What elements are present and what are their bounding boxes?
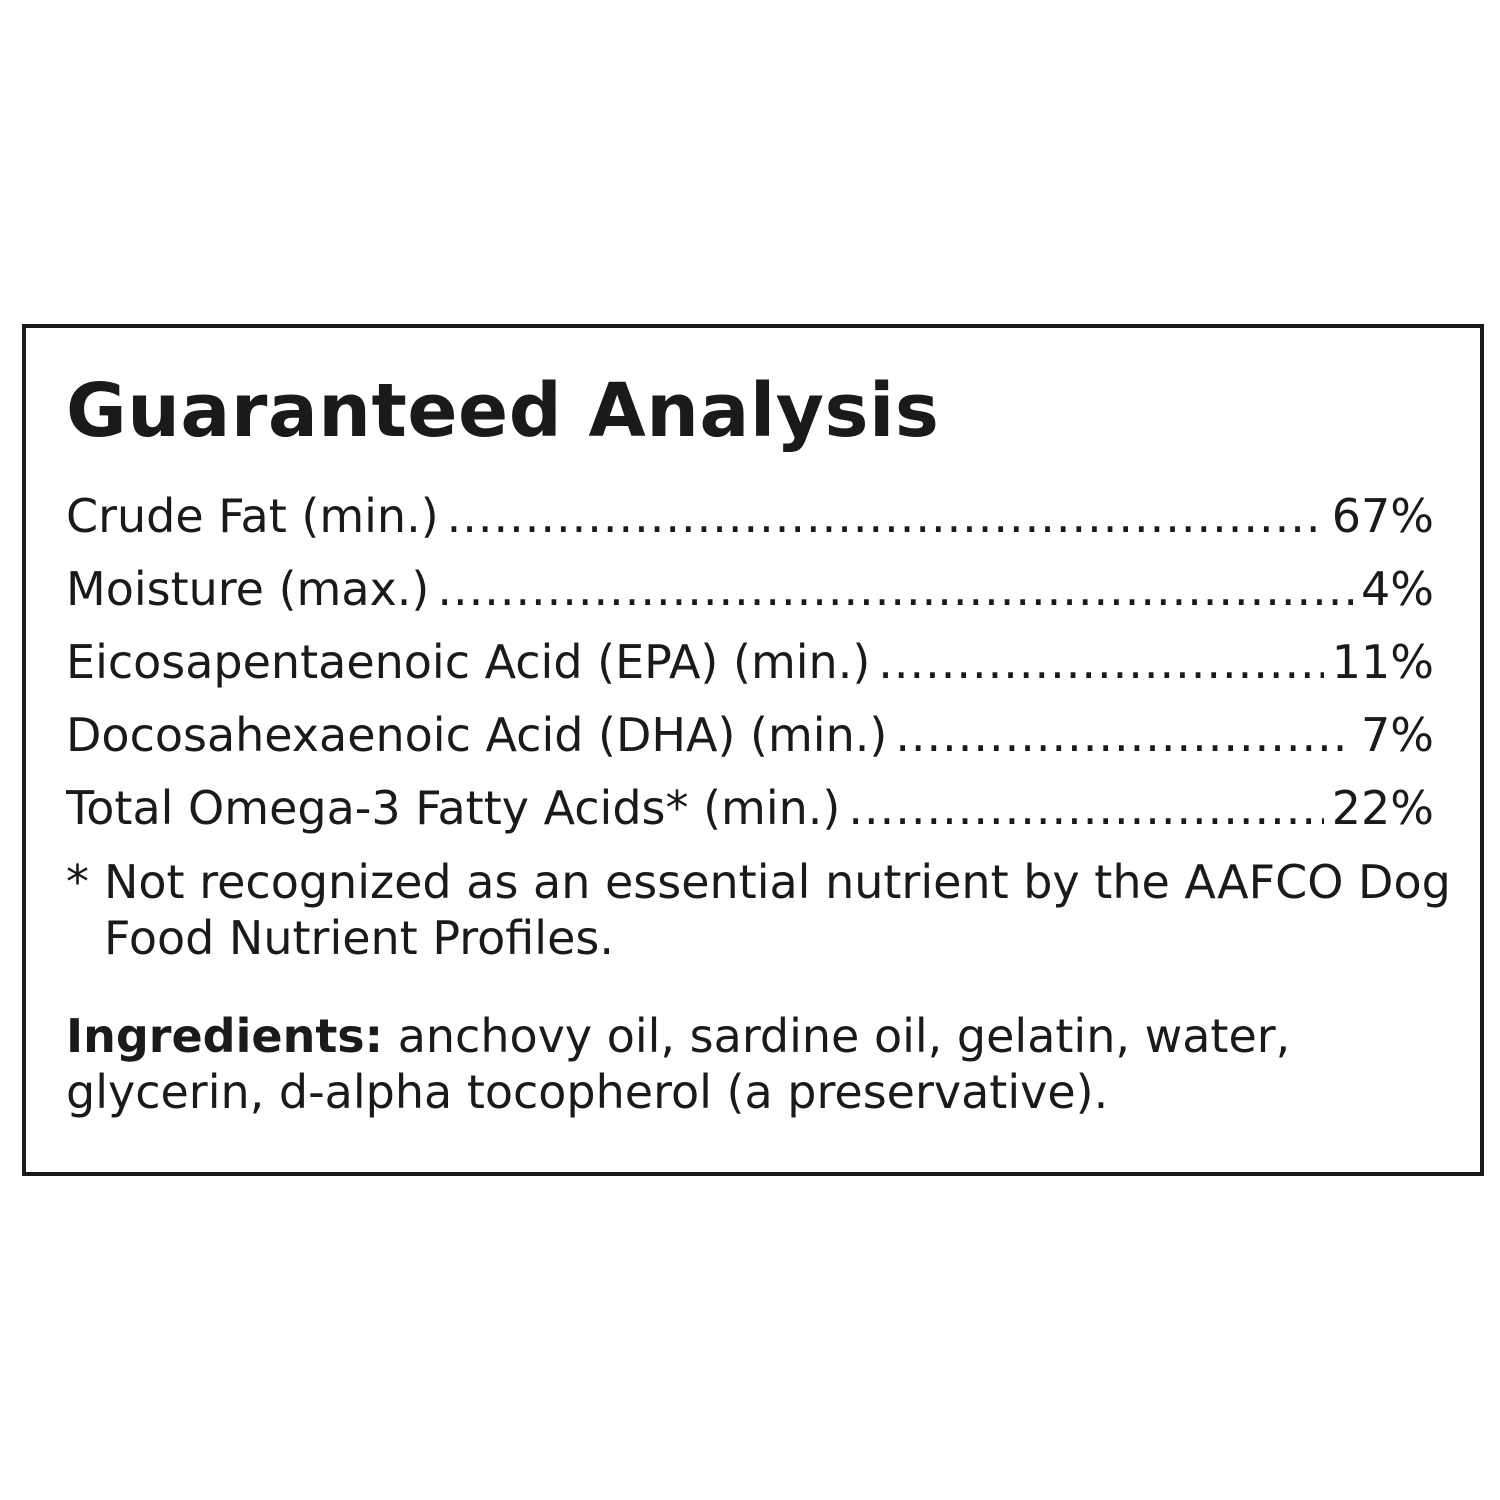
dot-leader (878, 626, 1323, 699)
analysis-value: 11% (1331, 635, 1434, 689)
dot-leader (848, 772, 1323, 845)
analysis-value: 4% (1361, 562, 1434, 616)
dot-leader (437, 553, 1353, 626)
ingredients-text: anchovy oil, sardine oil, gelatin, water, glycerin, d-alpha tocopherol (a preservative). (66, 1009, 1291, 1119)
analysis-row-dha (66, 699, 1434, 772)
panel-title: Guaranteed Analysis (66, 368, 940, 454)
analysis-row-crude-fat (66, 480, 1434, 553)
analysis-label: Docosahexaenoic Acid (DHA) (min.) (66, 708, 888, 762)
guaranteed-analysis-panel (22, 324, 1484, 1176)
dot-leader (447, 480, 1324, 553)
analysis-label: Total Omega-3 Fatty Acids* (min.) (66, 781, 841, 835)
footnote-text: Not recognized as an essential nutrient by the AAFCO Dog Food Nutrient Profiles. (104, 855, 1451, 965)
analysis-value: 7% (1361, 708, 1434, 762)
analysis-list (66, 480, 1434, 845)
footnote (66, 854, 1466, 966)
analysis-row-omega-3 (66, 772, 1434, 845)
analysis-value: 22% (1331, 781, 1434, 835)
ingredients-label: Ingredients: (66, 1009, 384, 1063)
analysis-label: Eicosapentaenoic Acid (EPA) (min.) (66, 635, 871, 689)
analysis-row-epa (66, 626, 1434, 699)
analysis-label: Crude Fat (min.) (66, 489, 439, 543)
footnote-mark: * (66, 855, 89, 909)
analysis-row-moisture (66, 553, 1434, 626)
ingredients (66, 1008, 1466, 1120)
dot-leader (895, 699, 1353, 772)
analysis-label: Moisture (max.) (66, 562, 430, 616)
analysis-value: 67% (1331, 489, 1434, 543)
